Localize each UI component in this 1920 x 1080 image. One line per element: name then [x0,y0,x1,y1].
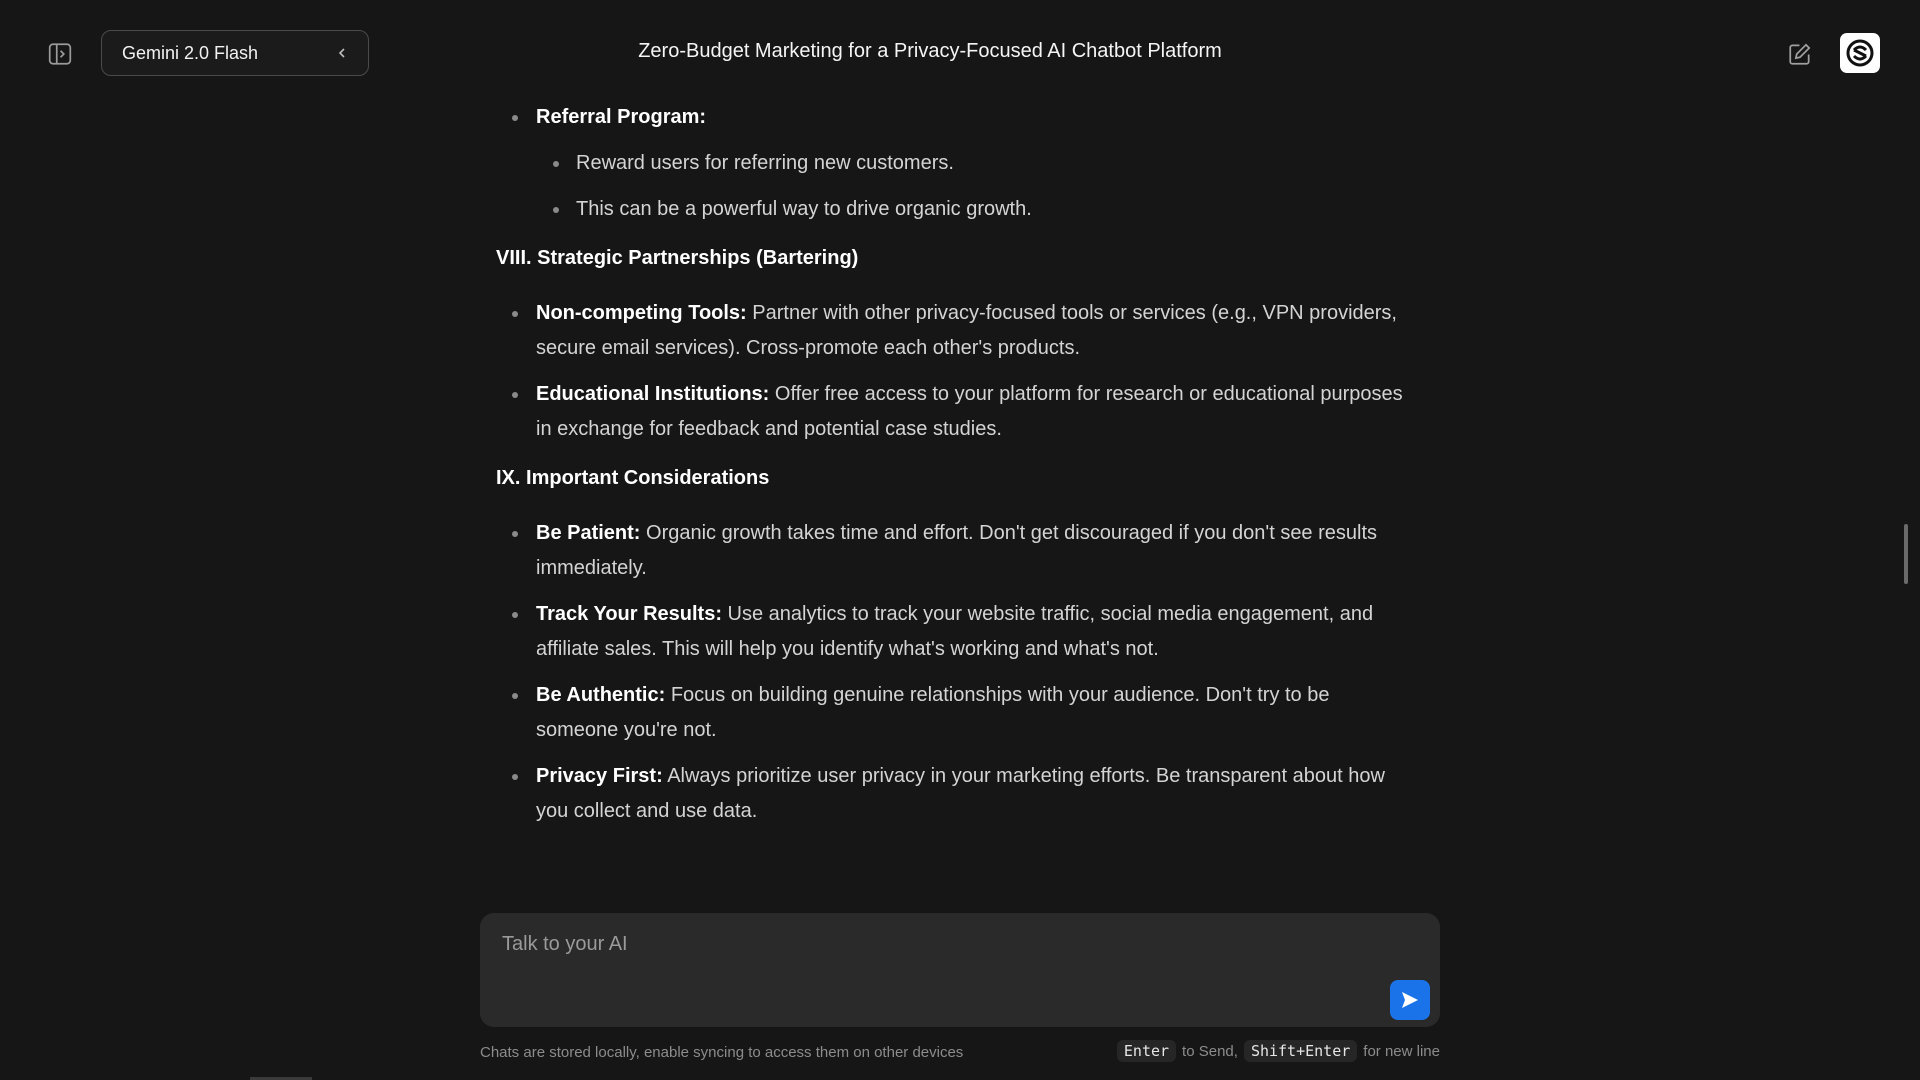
edit-icon [1787,41,1813,67]
list-item [496,597,1416,667]
list-item-label: Referral Program: [536,106,707,128]
send-hint-text: to Send, [1182,1042,1238,1060]
list-item-label: Track Your Results: [536,603,722,625]
list-item [496,516,1416,586]
logo-icon [1845,38,1875,68]
list-item-label: Non-competing Tools: [536,302,747,324]
shift-enter-key-hint: Shift+Enter [1244,1040,1357,1062]
assistant-message [496,100,1416,840]
considerations-list [496,516,1416,829]
list-item-text: Focus on building genuine relationships with your audience. Don't try to be someone you're not. [536,684,1330,741]
chat-title: Zero-Budget Marketing for a Privacy-Focused AI Chatbot Platform [638,40,1222,62]
list-item-text: Use analytics to track your website traffic, social media engagement, and affiliate sales. This will help you identify what's working and what's not. [536,603,1374,660]
sub-list [536,146,1416,227]
partnerships-list [496,296,1416,447]
sidebar-toggle-button[interactable] [44,38,76,70]
list-item [496,377,1416,447]
new-chat-button[interactable] [1784,38,1816,70]
referral-list [496,100,1416,227]
list-item [496,759,1416,829]
list-item-text: Always prioritize user privacy in your marketing efforts. Be transparent about how you collect and use data. [536,765,1385,822]
list-item [496,296,1416,366]
list-item-label: Privacy First: [536,765,663,787]
list-item-label: Be Authentic: [536,684,666,706]
section-heading: VIII. Strategic Partnerships (Bartering) [496,247,859,269]
list-item-label: Be Patient: [536,522,641,544]
section-heading: IX. Important Considerations [496,467,770,489]
send-button[interactable] [1390,980,1430,1020]
list-item-text: Offer free access to your platform for research or educational purposes in exchange for feedback and potential case studies. [536,383,1403,440]
send-icon [1400,990,1420,1010]
chevron-left-icon [336,47,348,59]
storage-note: Chats are stored locally, enable syncing to access them on other devices [480,1044,964,1061]
sub-list-item: This can be a powerful way to drive organic growth. [496,192,1416,227]
model-selector[interactable] [101,30,369,76]
keyboard-hints [1117,1040,1440,1062]
model-name: Gemini 2.0 Flash [122,42,259,63]
newline-hint-text: for new line [1363,1042,1440,1060]
message-composer [480,913,1440,1027]
app-logo-avatar[interactable] [1840,33,1880,73]
list-item [496,100,1416,227]
sidebar-panel-icon [47,41,73,67]
list-item-text: Organic growth takes time and effort. Don't get discouraged if you don't see results immediately. [536,522,1378,579]
scrollbar-thumb[interactable] [1904,524,1908,584]
enter-key-hint: Enter [1117,1040,1176,1062]
list-item-text: Partner with other privacy-focused tools or services (e.g., VPN providers, secure email services). Cross-promote each other's products. [536,302,1397,359]
list-item [496,678,1416,748]
list-item-label: Educational Institutions: [536,383,770,405]
message-input[interactable] [500,931,1364,975]
sub-list-item: Reward users for referring new customers. [496,146,1416,181]
